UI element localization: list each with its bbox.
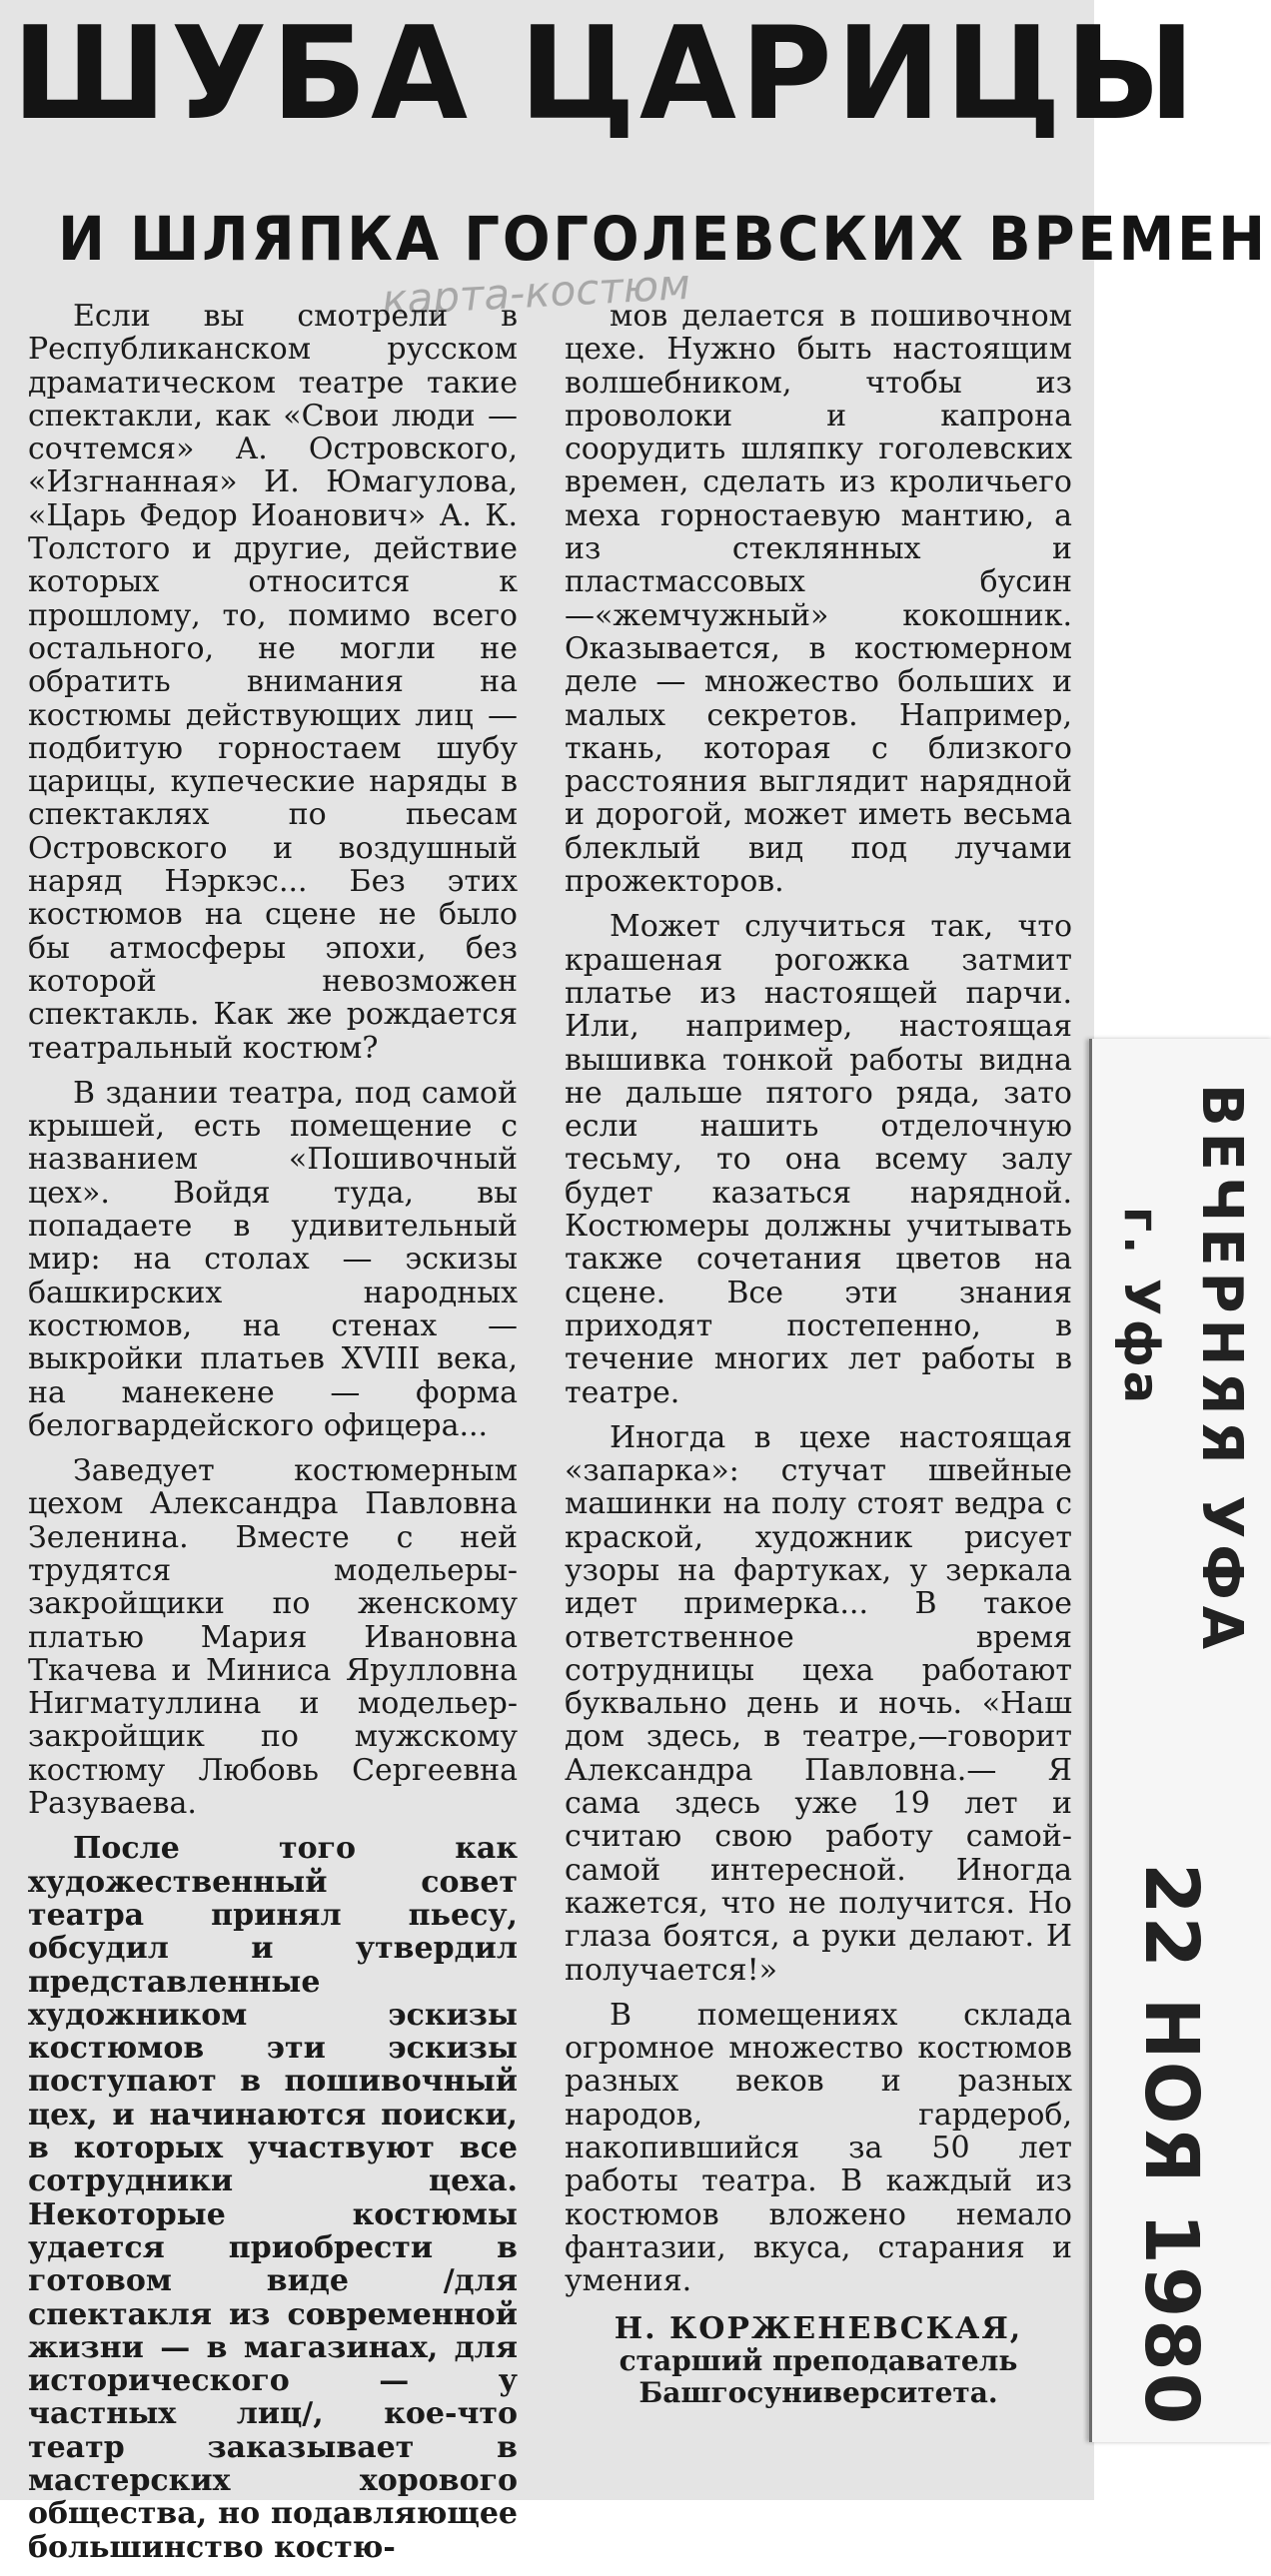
paragraph: В помещениях склада огромное множество костюмов разных веков и разных народов, гардероб, накопившийся за 50 лет работы театра. В каждый из костюмов вложено немало фантазии, вкуса, старания и умения. — [565, 1997, 1072, 2299]
article-column-left — [28, 300, 518, 2576]
paragraph: мов делается в пошивочном цехе. Нужно быть настоящим волшебником, чтобы из проволоки и капрона соорудить шляпку гоголевских времен, сделать из кроличьего меха горностаевую мантию, а из стеклянных и пластмассовых бусин —«жемчужный» кокошник. Оказывается, в костюмерном деле — множество больших и малых секретов. Например, ткань, которая с близкого расстояния выглядит нарядной и дорогой, может иметь весьма блеклый вид под лучами прожекторов. — [565, 299, 1072, 900]
subheadline: И ШЛЯПКА ГОГОЛЕВСКИХ ВРЕМЕН — [58, 204, 1268, 275]
paragraph: Если вы смотрели в Республиканском русском драматическом театре такие спектакли, как «Свои люди —сочтемся» А. Островского, «Изгнанная» И. Юмагулова, «Царь Федор Иоанович» А. К. Толстого и другие, действие которых относится к прошлому, то, помимо всего остального, не могли не обратить внимания на костюмы действующих лиц — подбитую горностаем шубу царицы, купеческие наряды в спектаклях по пьесам Островского и воздушный наряд Нэркэс... Без этих костюмов на сцене не было бы атмосферы эпохи, без которой невозможен спектакль. Как же рождается театральный костюм? — [28, 299, 518, 1066]
stamp-city: г. Уфа — [1113, 1207, 1169, 1408]
handwritten-note: карта-костюм — [380, 259, 691, 326]
author-title — [565, 2345, 1072, 2409]
paragraph: Заведует костюмерным цехом Александра Павловна Зеленина. Вместе с ней трудятся модельеры-закройщики по женскому платью Мария Ивановна Ткачева и Миниса Ярулловна Нигматуллина и модельер-закройщик по мужскому костюму Любовь Сергеевна Разуваева. — [28, 1453, 518, 1822]
paragraph: Иногда в цехе настоящая «запарка»: стучат швейные машинки на полу стоят ведра с краской, художник рисует узоры на фартуках, у зеркала идет примерка... В такое ответственное время сотрудницы цеха работают буквально день и ночь. «Наш дом здесь, в театре,—говорит Александра Павловна.— Я сама здесь уже 19 лет и считаю свою работу самой-самой интересной. Иногда кажется, что не получится. Но глаза боятся, а руки делают. И получается!» — [565, 1419, 1072, 1988]
paragraph: После того как художественный совет театра принял пьесу, обсудил и утвердил представленные художником эскизы костюмов эти эскизы поступают в пошивочный цех, и начинаются поиски, в которых участвуют все сотрудники цеха. Некоторые костюмы удается приобрести в готовом виде /для спектакля из современной жизни — в магазинах, для исторического — у частных лиц/, кое-что театр заказывает в мастерских хорового общества, но подавляющее большинство костю- — [28, 1831, 518, 2565]
author-title-line: старший преподаватель — [619, 2343, 1018, 2377]
headline: ШУБА ЦАРИЦЫ — [12, 0, 1199, 149]
stamp-newspaper-name: ВЕЧЕРНЯЯ УФА — [1189, 1084, 1254, 1656]
paragraph: В здании театра, под самой крышей, есть помещение с названием «Пошивочный цех». Войдя туда, вы попадаете в удивительный мир: на столах — эскизы башкирских народных костюмов, на стенах — выкройки платьев XVIII века, на манекене — форма белогвардейского офицера... — [28, 1075, 518, 1443]
article-column-right — [565, 300, 1072, 2409]
author-name: Н. КОРЖЕНЕВСКАЯ, — [614, 2310, 1023, 2346]
author-title-line: Башгосуниверситета. — [638, 2375, 998, 2409]
stamp-date: 22 НОЯ 1980 — [1128, 1863, 1214, 2427]
paragraph: Может случиться так, что крашеная рогожка затмит платье из настоящей парчи. Или, например, настоящая вышивка тонкой работы видна не дальше пятого ряда, зато если нашить отделочную тесьму, то она всему залу будет казаться нарядной. Костюмеры должны учитывать также сочетания цветов на сцене. Все эти знания приходят постепенно, в течение многих лет работы в театре. — [565, 909, 1072, 1410]
